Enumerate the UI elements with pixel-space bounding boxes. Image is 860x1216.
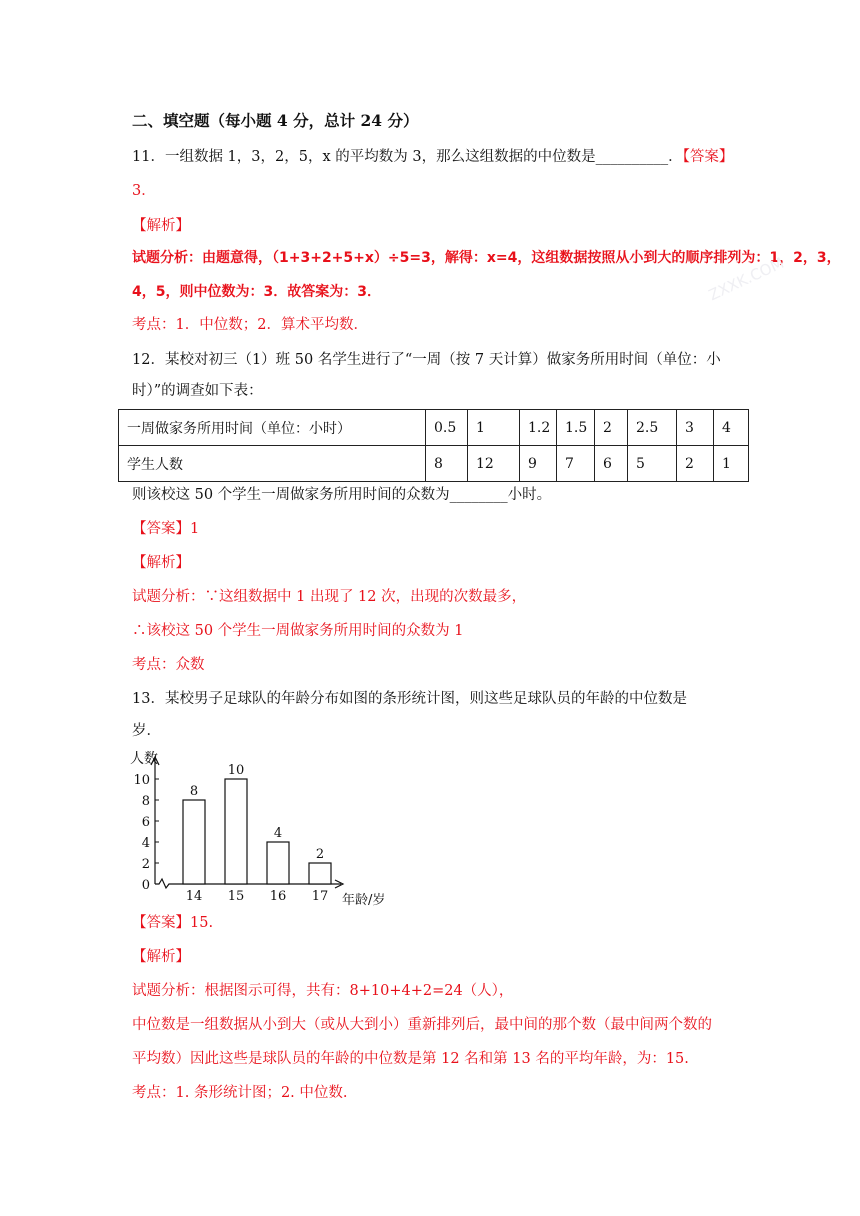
table-row: [119, 410, 749, 446]
x-tick-label: 16: [269, 889, 287, 904]
q11-answer-tag: 【答案】: [682, 149, 734, 165]
bar: [183, 800, 205, 884]
q11-line: [132, 147, 733, 167]
table-cell: 2: [677, 446, 714, 482]
chart-layer: [130, 750, 385, 908]
q13-analysis-line1: 试题分析：根据图示可得，共有：8+10+4+2=24（人），: [132, 983, 514, 999]
y-tick-label: 10: [133, 773, 150, 788]
q12-analysis-tag: 【解析】: [132, 555, 190, 571]
table-cell: 1: [714, 446, 749, 482]
bar-value-label: 8: [189, 784, 199, 799]
table-cell: 1.5: [557, 410, 595, 446]
q13-answer: 【答案】15.: [132, 915, 214, 931]
q12-kaodian: 考点：众数: [132, 657, 205, 673]
q12-stem-line1: 12．某校对初三（1）班 50 名学生进行了“一周（按 7 天计算）做家务所用时间（单位：小: [132, 352, 721, 368]
q13-stem-line2: 岁．: [132, 723, 161, 739]
bar-value-label: 4: [273, 826, 283, 841]
table-cell: 一周做家务所用时间（单位：小时）: [119, 410, 426, 446]
table-cell: 9: [520, 446, 557, 482]
q13-stem-line1: 13．某校男子足球队的年龄分布如图的条形统计图，则这些足球队员的年龄的中位数是: [132, 691, 687, 707]
section-heading: 二、填空题（每小题 4 分，总计 24 分）: [132, 111, 419, 130]
age-bar-chart: [116, 745, 406, 910]
table-cell: 2: [595, 410, 628, 446]
y-tick-label: 6: [141, 815, 150, 830]
survey-table: [118, 409, 749, 482]
x-tick-label: 15: [227, 889, 245, 904]
bar: [309, 863, 331, 884]
table-cell: 8: [426, 446, 468, 482]
table-cell: 5: [628, 446, 677, 482]
bar-value-label: 10: [227, 763, 245, 778]
bar-value-label: 2: [315, 847, 325, 862]
x-tick-label: 14: [185, 889, 203, 904]
table-cell: 2.5: [628, 410, 677, 446]
table-cell: 学生人数: [119, 446, 426, 482]
bar: [267, 842, 289, 884]
q13-analysis-tag: 【解析】: [132, 949, 190, 965]
q11-answer: 3．: [132, 183, 156, 199]
table-cell: 6: [595, 446, 628, 482]
table-cell: 7: [557, 446, 595, 482]
q11-analysis-line2: 4，5，则中位数为：3．故答案为：3．: [132, 284, 381, 300]
q13-analysis-line2: 中位数是一组数据从小到大（或从大到小）重新排列后，最中间的那个数（最中间两个数的: [132, 1017, 712, 1033]
q11-analysis-tag: 【解析】: [132, 218, 190, 234]
q12-analysis-line2: ∴该校这 50 个学生一周做家务所用时间的众数为 1: [132, 623, 464, 639]
x-tick-label: 17: [311, 889, 329, 904]
q11-kaodian: 考点：1．中位数；2．算术平均数．: [132, 317, 368, 333]
x-axis-label: 年龄/岁: [342, 893, 386, 908]
bar: [225, 779, 247, 884]
table-cell: 4: [714, 410, 749, 446]
table-cell: 0.5: [426, 410, 468, 446]
table-cell: 1.2: [520, 410, 557, 446]
table-cell: 12: [468, 446, 520, 482]
y-axis-label: 人数: [130, 751, 158, 767]
y-tick-label: 4: [141, 836, 150, 851]
y-tick-label: 8: [141, 794, 150, 809]
q13-kaodian: 考点：1. 条形统计图；2. 中位数.: [132, 1085, 348, 1101]
table-row: [119, 446, 749, 482]
q12-stem-line2: 时）”的调查如下表：: [132, 383, 263, 399]
q12-analysis-line1: 试题分析：∵这组数据中 1 出现了 12 次，出现的次数最多，: [132, 589, 527, 605]
q11-analysis-line1: 试题分析：由题意得，（1+3+2+5+x）÷5=3，解得：x=4，这组数据按照从小到大的顺序排列为：1，2，3，: [132, 250, 841, 266]
y-tick-label: 0: [141, 878, 150, 893]
watermark: ZXXK.COM: [705, 253, 787, 305]
table-cell: 1: [468, 410, 520, 446]
y-tick-label: 2: [141, 857, 150, 872]
q11-stem: 11．一组数据 1，3，2，5，x 的平均数为 3，那么这组数据的中位数是__________．: [132, 149, 683, 165]
q13-analysis-line3: 平均数）因此这些是球队员的年龄的中位数是第 12 名和第 13 名的平均年龄，为：15.: [132, 1051, 689, 1067]
q12-question: 则该校这 50 个学生一周做家务所用时间的众数为________小时。: [132, 487, 552, 503]
table-cell: 3: [677, 410, 714, 446]
q12-answer: 【答案】1: [132, 521, 200, 537]
